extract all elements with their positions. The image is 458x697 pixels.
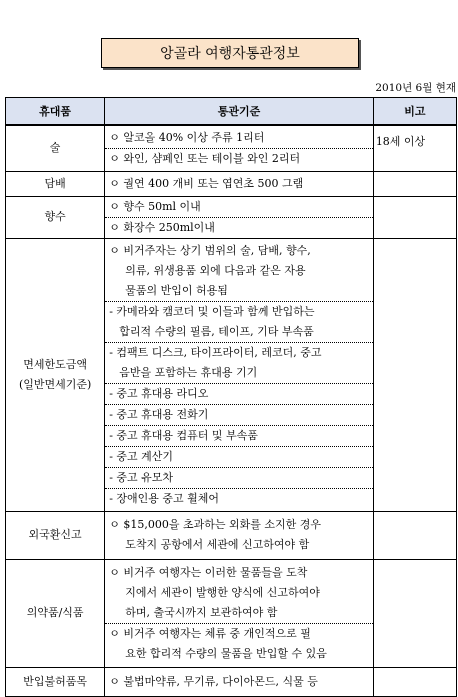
row-standard [105,125,374,171]
standard-line: - 카메라와 캠코더 및 이들과 함께 반입하는 [109,304,315,318]
standard-line: 요한 합리적 수량의 물품을 반입할 수 있음 [125,646,327,660]
row-item: 향수 [6,196,105,238]
standard-line: 음반을 포함하는 휴대용 기기 [105,363,373,384]
row-item: 술 [6,125,105,171]
row-item [6,238,105,511]
date-label: 2010년 6월 현재 [375,82,456,94]
row-standard [105,196,374,238]
standard-line: ㅇ $15,000을 초과하는 외화를 소지한 경우 [109,518,321,531]
row-note [373,511,456,559]
table-row [6,559,457,667]
standard-line: ㅇ 알코올 40% 이상 주류 1리터 [105,128,373,149]
table-row [6,125,457,171]
table-header-row [6,98,457,126]
row-standard [105,171,374,196]
standard-line: ㅇ 불법마약류, 무기류, 다이아몬드, 식물 등 [109,674,318,688]
standard-line: - 중고 유모차 [105,468,373,489]
row-note: 18세 이상 [373,125,456,171]
standard-line: ㅇ 비거주 여행자는 이러한 물품들을 도착 [109,565,308,579]
row-note [373,667,456,696]
standard-line: 하며, 출국시까지 보관하여야 함 [105,603,373,624]
standard-line: 지에서 세관이 발행한 양식에 신고하여야 [125,585,320,599]
row-item: 의약품/식품 [6,559,105,667]
standard-line: 합리적 수량의 필름, 테이프, 기타 부속품 [105,322,373,343]
standard-line: ㅇ 비거주 여행자는 체류 중 개인적으로 필 [109,626,311,640]
standard-line: - 장애인용 중고 휠체어 [109,491,220,505]
standard-line: - 중고 휴대용 컴퓨터 및 부속품 [105,426,373,447]
row-note [373,196,456,238]
standard-line: - 중고 계산기 [105,447,373,468]
table-row [6,667,457,696]
standard-line: ㅇ 화장수 250ml이내 [109,220,215,234]
row-standard [105,559,374,667]
customs-table [5,97,457,697]
standard-line: ㅇ 와인, 샴페인 또는 테이블 와인 2리터 [109,151,301,165]
row-item: 외국환신고 [6,511,105,559]
page-title-text: 앙골라 여행자통관정보 [160,46,300,62]
standard-line: ㅇ 향수 50ml 이내 [105,197,373,218]
table-row [6,196,457,238]
page-title [101,38,359,68]
table-row [6,238,457,511]
row-note [373,238,456,511]
standard-line: - 중고 휴대용 전화기 [105,405,373,426]
row-item-line: 면세한도금액 [23,357,87,371]
row-standard [105,511,374,559]
row-standard [105,667,374,696]
row-note [373,171,456,196]
table-row [6,511,457,559]
row-standard [105,238,374,511]
row-note [373,559,456,667]
standard-line: 물품의 반입이 허용됨 [105,281,373,302]
standard-line: ㅇ 궐연 400 개비 또는 엽연초 500 그램 [109,176,304,190]
header-note: 비고 [373,98,456,126]
header-item: 휴대품 [6,98,105,126]
header-standard: 통관기준 [105,98,374,126]
standard-line: 의류, 위생용품 외에 다음과 같은 자용 [125,263,306,277]
row-item: 담배 [6,171,105,196]
table-row [6,171,457,196]
row-item-line: (일반면세기준) [18,377,92,391]
row-item: 반입불허품목 [6,667,105,696]
standard-line: - 중고 휴대용 라디오 [105,384,373,405]
standard-line: 도착지 공항에서 세관에 신고하여야 함 [125,538,310,551]
standard-line: - 컴팩트 디스크, 타이프라이터, 레코더, 중고 [109,345,322,359]
standard-line: ㅇ 비거주자는 상기 범위의 술, 담배, 향수, [109,243,311,257]
